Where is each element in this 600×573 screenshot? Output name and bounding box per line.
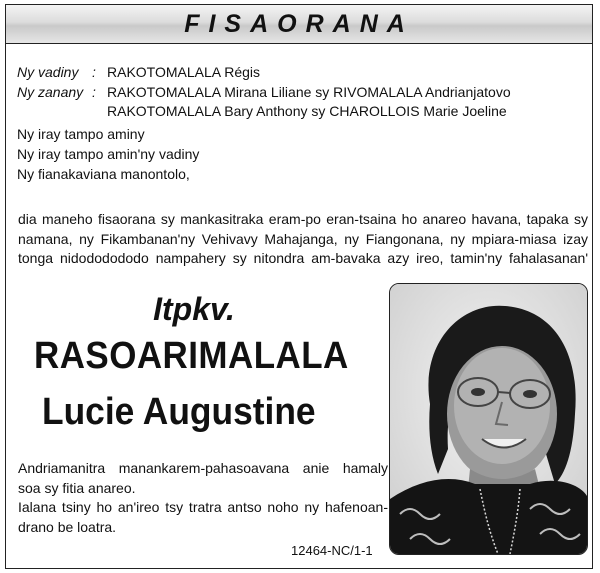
relation-line: Ny iray tampo aminy bbox=[17, 126, 145, 142]
closing-line: Ialana tsiny ho an'ireo tsy tratra antso noho ny hafenoan- bbox=[18, 499, 388, 515]
zanany-line-2: RAKOTOMALALA Bary Anthony sy CHAROLLOIS Marie Joeline bbox=[107, 103, 507, 119]
vadiny-label: Ny vadiny bbox=[17, 64, 79, 80]
closing-message bbox=[18, 459, 388, 537]
portrait-photo bbox=[389, 283, 588, 555]
zanany-label: Ny zanany bbox=[17, 84, 84, 100]
deceased-given-names: Lucie Augustine bbox=[42, 391, 316, 433]
reference-code: 12464-NC/1-1 bbox=[291, 543, 373, 558]
deceased-prefix: Itpkv. bbox=[153, 291, 235, 327]
zanany-separator: : bbox=[92, 84, 96, 100]
thanks-line: namana, ny Fikambanan'ny Vehivavy Mahajanga, ny Fiangonana, ny mpiara-miasa izay bbox=[18, 230, 588, 247]
notice-frame bbox=[5, 4, 593, 569]
relation-line: Ny fianakaviana manontolo, bbox=[17, 166, 190, 182]
closing-line: Andriamanitra manankarem-pahasoavana anie hamaly bbox=[18, 460, 388, 476]
deceased-surname: RASOARIMALALA bbox=[34, 335, 349, 377]
closing-line: drano be loatra. bbox=[18, 518, 117, 535]
portrait-image bbox=[390, 284, 587, 554]
thanks-message bbox=[18, 210, 588, 269]
relation-line: Ny iray tampo amin'ny vadiny bbox=[17, 146, 200, 162]
notice-header bbox=[6, 5, 592, 44]
vadiny-name: RAKOTOMALALA Régis bbox=[107, 64, 261, 80]
zanany-line-1: RAKOTOMALALA Mirana Liliane sy RIVOMALALA Andrianjatovo bbox=[107, 84, 511, 100]
thanks-line: dia maneho fisaorana sy mankasitraka eram-po eran-tsaina ho anareo havana, tapaka sy bbox=[18, 211, 588, 227]
thanks-line: tonga nidododododo nampahery sy nitondra am-bavaka azy ireo, tamin'ny fahalasanan' bbox=[18, 250, 588, 266]
closing-line: soa sy fitia anareo. bbox=[18, 479, 136, 496]
notice-title: FISAORANA bbox=[184, 9, 414, 38]
vadiny-separator: : bbox=[92, 64, 96, 80]
